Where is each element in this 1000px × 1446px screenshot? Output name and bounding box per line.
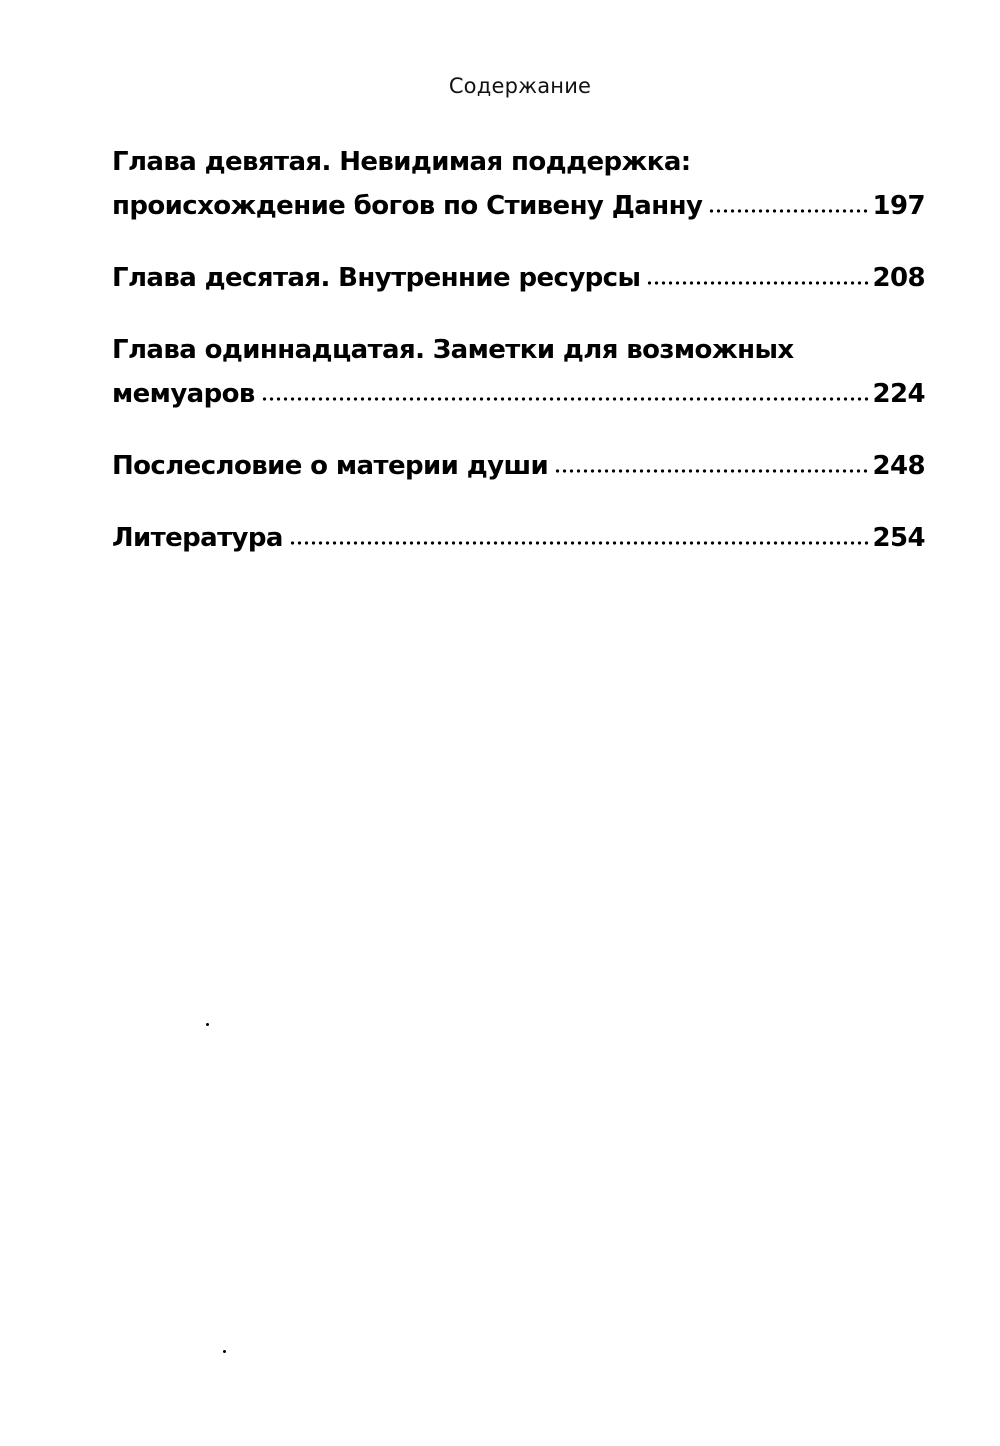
toc-entry-last-line <box>112 184 925 228</box>
dot-leader <box>646 280 870 286</box>
toc-entry-last-line <box>112 372 925 416</box>
toc-entry-title-line: происхождение богов по Стивену Данну <box>112 191 703 221</box>
toc-entry-title-line: Литература <box>112 523 283 553</box>
toc-entry-chapter-10[interactable] <box>112 256 925 300</box>
toc-page-number: 208 <box>872 263 925 293</box>
scan-speck <box>223 1350 226 1353</box>
toc-page-number: 254 <box>872 523 925 553</box>
toc-entry-title-line: Глава девятая. Невидимая поддержка: <box>112 147 691 177</box>
toc-entry-last-line <box>112 444 925 488</box>
toc-entry-last-line <box>112 256 925 300</box>
dot-leader <box>261 396 871 402</box>
toc-entry-title-line: Глава десятая. Внутренние ресурсы <box>112 263 641 293</box>
toc-entry-title-line: Глава одиннадцатая. Заметки для возможных <box>112 335 794 365</box>
toc-entry-literature[interactable] <box>112 516 925 560</box>
running-head-title: Содержание <box>448 74 592 98</box>
scan-speck <box>206 1023 209 1026</box>
table-of-contents <box>112 140 925 560</box>
toc-entry-afterword[interactable] <box>112 444 925 488</box>
dot-leader <box>554 468 870 474</box>
toc-page-number: 197 <box>872 191 925 221</box>
dot-leader <box>289 540 871 546</box>
toc-entry-chapter-11[interactable] <box>112 328 925 416</box>
toc-page-number: 248 <box>872 451 925 481</box>
toc-entry-last-line <box>112 516 925 560</box>
toc-entry-chapter-9[interactable] <box>112 140 925 228</box>
toc-entry-title-line: Послесловие о материи души <box>112 451 549 481</box>
dot-leader <box>708 208 870 214</box>
toc-entry-title-line: мемуаров <box>112 379 255 409</box>
toc-page-number: 224 <box>872 379 925 409</box>
